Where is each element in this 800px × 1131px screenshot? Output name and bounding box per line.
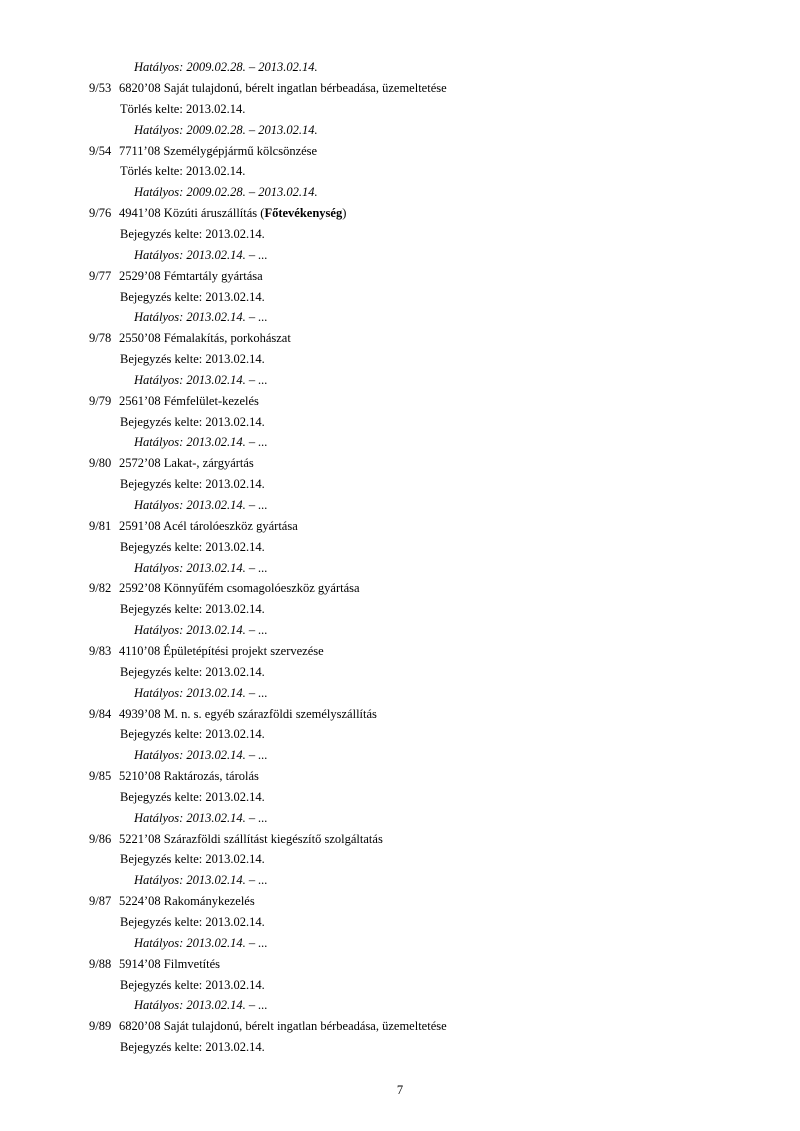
effective-period: Hatályos: 2013.02.14. – ...	[134, 498, 268, 512]
effective-period: Hatályos: 2013.02.14. – ...	[134, 998, 268, 1013]
effective-period: Hatályos: 2013.02.14. – ...	[134, 435, 268, 450]
activity-title-text: 6820’08 Saját tulajdonú, bérelt ingatlan bérbeadása, üzemeltetése	[119, 1019, 447, 1034]
activity-title-text: 2561’08 Fémfelület-kezelés	[119, 393, 259, 408]
entry-date: Bejegyzés kelte: 2013.02.14.	[120, 977, 265, 992]
activity-title-text: 2592’08 Könnyűfém csomagolóeszköz gyártása	[119, 581, 360, 596]
entry-date: Bejegyzés kelte: 2013.02.14.	[120, 1040, 265, 1055]
entry-number: 9/78	[89, 331, 112, 346]
activity-title	[119, 81, 447, 95]
activity-title	[119, 331, 291, 345]
entry-number: 9/54	[89, 143, 112, 158]
activity-title-text: 4939’08 M. n. s. egyéb szárazföldi személyszállítás	[119, 706, 377, 721]
activity-title	[119, 644, 324, 658]
activity-title-text: 5210’08 Raktározás, tárolás	[119, 769, 259, 784]
activity-title-text: 4941’08 Közúti áruszállítás (	[119, 206, 265, 221]
effective-period: Hatályos: 2013.02.14. – ...	[134, 372, 268, 387]
effective-period: Hatályos: 2009.02.28. – 2013.02.14.	[134, 185, 318, 200]
activity-title-text: 6820’08 Saját tulajdonú, bérelt ingatlan bérbeadása, üzemeltetése	[119, 81, 447, 95]
activity-title	[119, 769, 259, 783]
activity-title-text: 2529’08 Fémtartály gyártása	[119, 268, 263, 283]
effective-period: Hatályos: 2009.02.28. – 2013.02.14.	[134, 60, 318, 74]
activity-title	[119, 581, 360, 595]
entry-date: Bejegyzés kelte: 2013.02.14.	[120, 664, 265, 679]
activity-title	[119, 1019, 447, 1033]
entry-date: Bejegyzés kelte: 2013.02.14.	[120, 789, 265, 804]
activity-title-suffix: )	[342, 206, 347, 221]
activity-title-text: 4110’08 Épületépítési projekt szervezése	[119, 643, 324, 658]
entry-date: Bejegyzés kelte: 2013.02.14.	[120, 727, 265, 742]
activity-title-text: 7711’08 Személygépjármű kölcsönzése	[119, 143, 318, 158]
page-number: 7	[396, 1083, 404, 1097]
entry-number: 9/89	[89, 1019, 112, 1034]
activity-title	[119, 206, 346, 220]
activity-title-text: 2550’08 Fémalakítás, porkohászat	[119, 331, 291, 346]
activity-title	[119, 832, 383, 846]
main-activity-label: Főtevékenység	[264, 206, 343, 221]
activity-title	[119, 269, 263, 283]
effective-period: Hatályos: 2009.02.28. – 2013.02.14.	[134, 122, 318, 137]
entry-number: 9/88	[89, 956, 112, 971]
entry-date: Bejegyzés kelte: 2013.02.14.	[120, 414, 265, 429]
entry-date: Bejegyzés kelte: 2013.02.14.	[120, 852, 265, 867]
effective-period: Hatályos: 2013.02.14. – ...	[134, 310, 268, 325]
activity-title-text: 2591’08 Acél tárolóeszköz gyártása	[119, 518, 298, 533]
activity-title-text: 5914’08 Filmvetítés	[119, 956, 221, 971]
entry-number: 9/76	[89, 206, 112, 221]
activity-title	[119, 144, 317, 158]
entry-date: Törlés kelte: 2013.02.14.	[120, 164, 246, 179]
entry-date: Bejegyzés kelte: 2013.02.14.	[120, 915, 265, 929]
activity-title	[119, 894, 255, 908]
effective-period: Hatályos: 2013.02.14. – ...	[134, 685, 268, 700]
effective-period: Hatályos: 2013.02.14. – ...	[134, 623, 268, 638]
activity-title	[119, 394, 259, 408]
entry-number: 9/85	[89, 769, 112, 784]
activity-title-text: 5221’08 Szárazföldi szállítást kiegészítő szolgáltatás	[119, 831, 383, 846]
entry-number: 9/53	[89, 81, 112, 95]
entry-date: Bejegyzés kelte: 2013.02.14.	[120, 539, 265, 554]
entry-date: Bejegyzés kelte: 2013.02.14.	[120, 352, 265, 367]
effective-period: Hatályos: 2013.02.14. – ...	[134, 560, 268, 575]
activity-title-text: 2572’08 Lakat-, zárgyártás	[119, 456, 254, 471]
entry-date: Bejegyzés kelte: 2013.02.14.	[120, 226, 265, 241]
activity-title	[119, 519, 298, 533]
effective-period: Hatályos: 2013.02.14. – ...	[134, 748, 268, 763]
entry-number: 9/79	[89, 393, 112, 408]
entry-number: 9/84	[89, 706, 112, 721]
entry-date: Bejegyzés kelte: 2013.02.14.	[120, 477, 265, 492]
entry-number: 9/86	[89, 831, 112, 846]
effective-period: Hatályos: 2013.02.14. – ...	[134, 935, 268, 950]
entry-number: 9/87	[89, 894, 112, 909]
activity-title	[119, 456, 254, 470]
entry-number: 9/81	[89, 518, 112, 533]
entry-number: 9/83	[89, 643, 112, 658]
effective-period: Hatályos: 2013.02.14. – ...	[134, 873, 268, 888]
effective-period: Hatályos: 2013.02.14. – ...	[134, 810, 268, 825]
activity-title	[119, 707, 377, 721]
entry-number: 9/82	[89, 581, 112, 596]
activity-title-text: 5224’08 Rakománykezelés	[119, 894, 255, 909]
entry-date: Törlés kelte: 2013.02.14.	[120, 101, 246, 116]
activity-title	[119, 957, 220, 971]
entry-number: 9/77	[89, 268, 112, 283]
entry-date: Bejegyzés kelte: 2013.02.14.	[120, 289, 265, 304]
entry-date: Bejegyzés kelte: 2013.02.14.	[120, 602, 265, 617]
effective-period: Hatályos: 2013.02.14. – ...	[134, 247, 268, 262]
entry-number: 9/80	[89, 456, 112, 471]
